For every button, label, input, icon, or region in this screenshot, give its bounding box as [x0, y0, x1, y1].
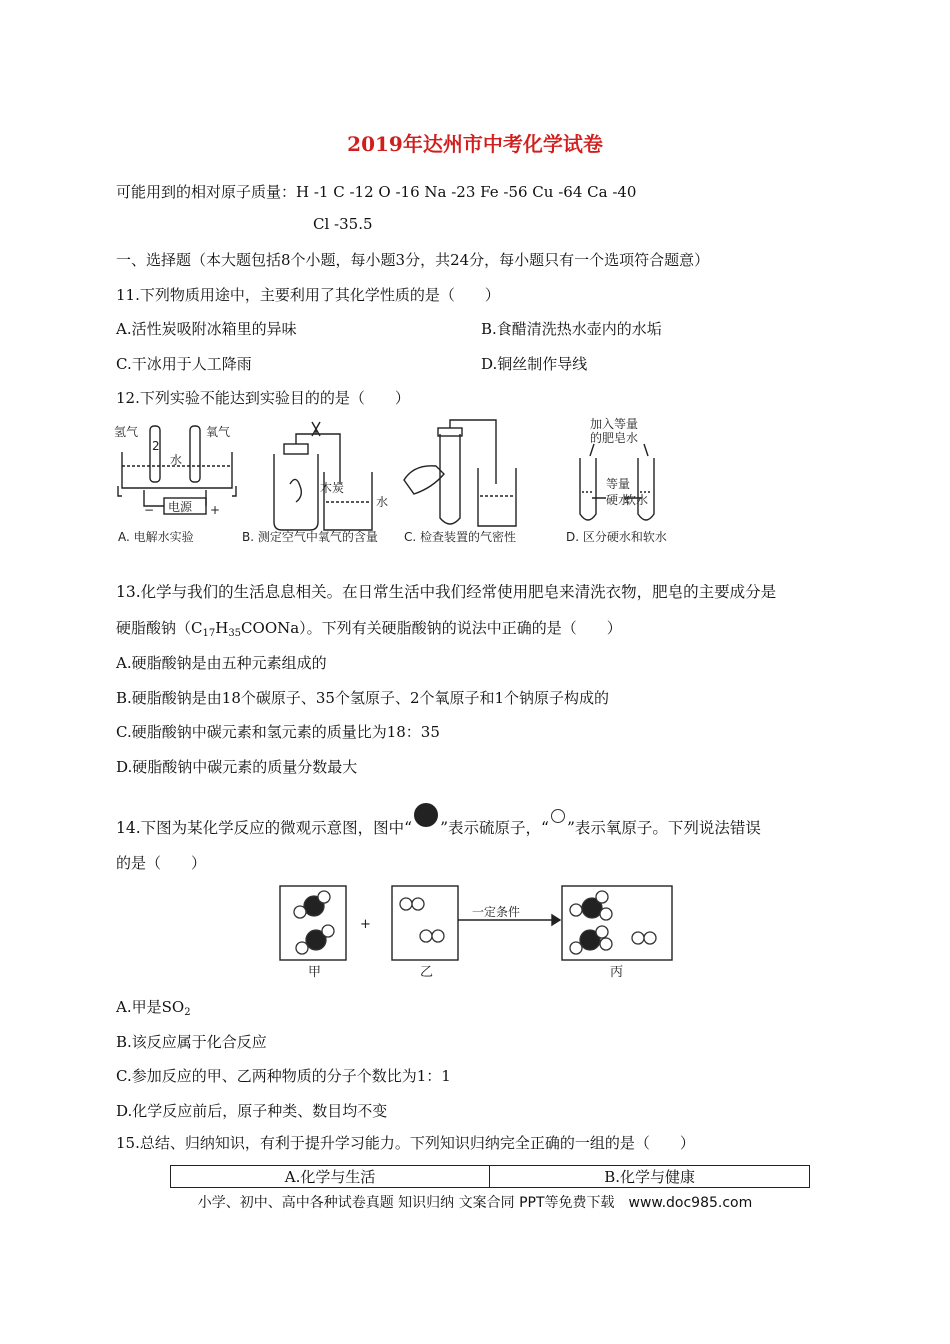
q14-option-b: B.该反应属于化合反应	[116, 1033, 267, 1051]
q13-option-c: C.硬脂酸钠中碳元素和氢元素的质量比为18：35	[116, 723, 440, 741]
label-jia: 甲	[308, 965, 322, 980]
q14-reaction-diagram	[276, 884, 676, 980]
label-soft-water: 软水	[624, 493, 649, 507]
q12-stem: 12.下列实验不能达到实验目的的是（ ）	[116, 389, 410, 407]
caption-c: C. 检查装置的气密性	[404, 530, 517, 544]
atomic-mass-line: 可能用到的相对原子质量：H -1 C -12 O -16 Na -23 Fe -56 Cu -64 Ca -40	[116, 183, 637, 201]
reaction-condition: 一定条件	[472, 905, 521, 919]
airtightness-apparatus	[404, 420, 516, 526]
q15-stem: 15.总结、归纳知识，有利于提升学习能力。下列知识归纳完全正确的一组的是（ ）	[116, 1134, 695, 1152]
table-header-row	[171, 1166, 810, 1188]
section-heading: 一、选择题（本大题包括8个小题，每小题3分，共24分，每小题只有一个选项符合题意）	[116, 251, 710, 269]
q15-knowledge-table	[170, 1165, 810, 1188]
q11-option-b: B.食醋清洗热水壶内的水垢	[481, 320, 662, 338]
caption-b: B. 测定空气中氧气的含量	[242, 530, 378, 544]
label-hydrogen: 氢气	[114, 425, 139, 439]
q13-option-d: D.硬脂酸钠中碳元素的质量分数最大	[116, 758, 358, 776]
label-tube-2: 2	[152, 439, 160, 453]
label-plus: +	[210, 503, 221, 517]
q14-option-c: C.参加反应的甲、乙两种物质的分子个数比为1：1	[116, 1067, 451, 1085]
q11-option-d: D.铜丝制作导线	[481, 355, 588, 373]
label-yi: 乙	[420, 965, 434, 980]
q13-stem-formula: 硬脂酸钠$(C_{17}H_{35}COONa)$。下列有关硬脂酸钠的说法中正确的是（ ）	[116, 619, 622, 639]
label-water: 水	[170, 453, 183, 467]
caption-d: D. 区分硬水和软水	[566, 530, 667, 544]
q11-stem: 11.下列物质用途中，主要利用了其化学性质的是（ ）	[116, 286, 500, 304]
atomic-mass-line-cont: Cl -35.5	[313, 215, 373, 233]
q14-stem-cont: 的是（ ）	[116, 854, 207, 872]
table-header-a: A.化学与生活	[171, 1166, 490, 1188]
label-power: 电源	[168, 500, 193, 514]
label-oxygen: 氧气	[206, 425, 231, 439]
q12-experiment-figure	[114, 414, 694, 554]
label-hard-water: 硬水	[606, 493, 631, 507]
q14-option-a: A.甲是$SO_2$	[116, 998, 191, 1018]
label-charcoal: 木炭	[320, 481, 345, 495]
label-water-b: 水	[376, 495, 389, 509]
oxygen-atom-icon	[551, 809, 565, 823]
label-equal: 等量	[606, 477, 631, 491]
caption-a: A. 电解水实验	[118, 530, 194, 544]
label-soap-water: 的肥皂水	[590, 431, 639, 445]
q14-option-d: D.化学反应前后，原子种类、数目均不变	[116, 1102, 388, 1120]
sulfur-atom-icon	[414, 803, 438, 827]
label-bing: 丙	[610, 965, 624, 980]
q11-option-c: C.干冰用于人工降雨	[116, 355, 252, 373]
page-footer: 小学、初中、高中各种试卷真题 知识归纳 文案合同 PPT等免费下载 www.doc985.com	[197, 1195, 753, 1211]
q11-option-a: A.活性炭吸附冰箱里的异味	[116, 320, 297, 338]
q13-option-a: A.硬脂酸钠是由五种元素组成的	[116, 654, 327, 672]
oxygen-content-apparatus	[274, 422, 372, 530]
reaction-plus: +	[360, 917, 371, 932]
q14-stem: 14.下图为某化学反应的微观示意图，图中“ ”表示硫原子，“ ”表示氧原子。下列说法错误	[116, 803, 761, 838]
label-add-equal: 加入等量	[590, 417, 639, 431]
q13-stem: 13.化学与我们的生活息息相关。在日常生活中我们经常使用肥皂来清洗衣物，肥皂的主要成分是	[116, 583, 777, 601]
label-minus: −	[144, 503, 155, 517]
q13-option-b: B.硬脂酸钠是由18个碳原子、35个氢原子、2个氧原子和1个钠原子构成的	[116, 689, 610, 707]
table-header-b: B.化学与健康	[490, 1166, 810, 1188]
page-title: 2019年达州市中考化学试卷	[347, 132, 603, 156]
